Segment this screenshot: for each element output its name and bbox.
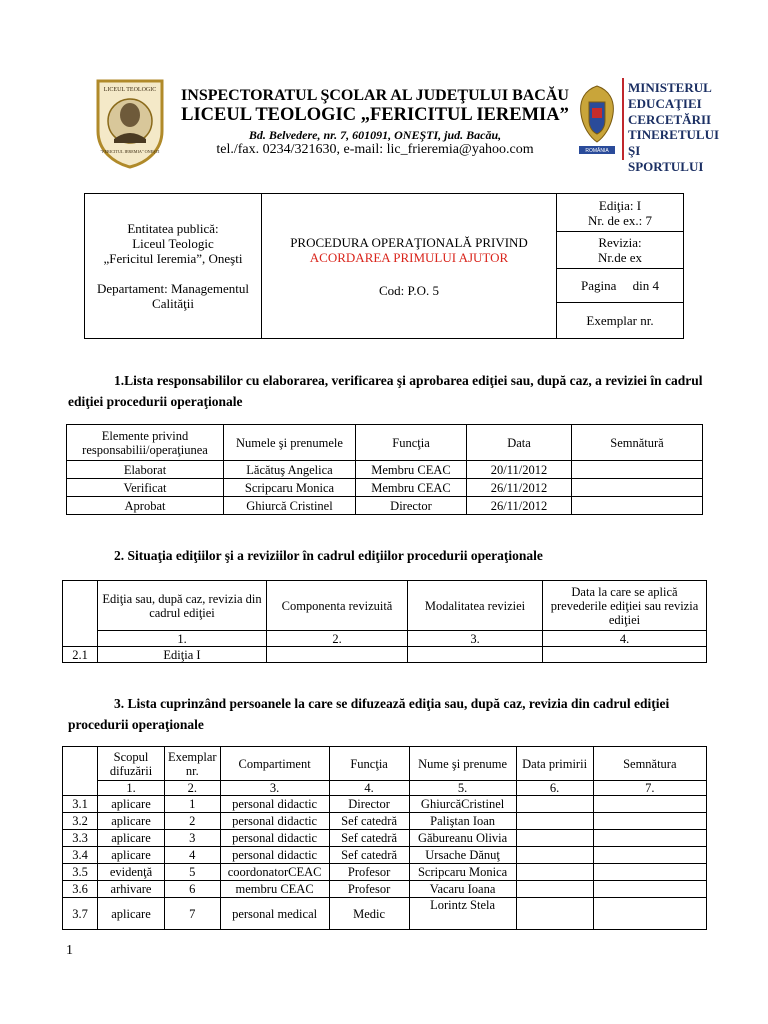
romania-crest-icon: [575, 80, 619, 160]
revision-copies: Nr.de ex: [597, 250, 643, 265]
table-cell: Director: [356, 497, 467, 515]
table-row: [63, 813, 707, 830]
table-cell: coordonatorCEAC: [220, 864, 329, 881]
table-cell: [516, 864, 593, 881]
table-cell: 1: [165, 796, 221, 813]
copies-label: Nr. de ex.: 7: [588, 212, 652, 228]
table-cell: Profesor: [329, 881, 409, 898]
section-2-title: 2. Situaţia ediţiilor şi a reviziilor în cadrul ediţiilor procedurii operaţionale: [114, 548, 543, 563]
table-cell: [593, 847, 706, 864]
table-cell: [572, 479, 703, 497]
table-cell: Lorintz Stela: [409, 898, 516, 930]
table-cell: Aprobat: [67, 497, 224, 515]
table-row: [63, 647, 707, 663]
logo-bottom-text: "FERICITUL IEREMIA" ONEŞTI: [100, 149, 160, 154]
procedure-code: Cod: P.O. 5: [379, 282, 439, 298]
edition-label: Ediţia: I: [598, 197, 642, 213]
procedure-cell: [262, 194, 557, 339]
distribution-table: [62, 746, 707, 930]
table-cell: [593, 796, 706, 813]
table-cell: [593, 830, 706, 847]
table-cell: [593, 881, 706, 898]
procedure-subject: ACORDAREA PRIMULUI AJUTOR: [309, 249, 509, 265]
table-header: Data: [467, 425, 572, 461]
table-cell: 3.7: [63, 898, 98, 930]
table-cell: [593, 864, 706, 881]
table-cell: Director: [329, 796, 409, 813]
table-header: [63, 747, 98, 796]
ministry-line: MINISTERUL: [628, 80, 712, 95]
exemplar-cell: Exemplar nr.: [557, 303, 684, 339]
column-number: 1.: [98, 631, 267, 647]
table-cell: GhiurcăCristinel: [409, 796, 516, 813]
table-row: [67, 461, 703, 479]
table-cell: aplicare: [98, 898, 165, 930]
table-cell: evidenţă: [98, 864, 165, 881]
table-cell: Ursache Dănuţ: [409, 847, 516, 864]
table-row: [63, 881, 707, 898]
table-cell: Lăcătuş Angelica: [224, 461, 356, 479]
edition-cell: [557, 194, 684, 232]
table-cell: 26/11/2012: [467, 479, 572, 497]
table-cell: Membru CEAC: [356, 461, 467, 479]
column-number: 1.: [98, 781, 165, 796]
table-header: Nume şi prenume: [409, 747, 516, 781]
entity-label: Entitatea publică:: [127, 221, 219, 236]
ministry-divider: [622, 78, 624, 160]
table-cell: 3.6: [63, 881, 98, 898]
table-cell: Sef catedră: [329, 847, 409, 864]
table-header: Semnătura: [593, 747, 706, 781]
column-number: 4.: [543, 631, 707, 647]
table-header: Semnătură: [572, 425, 703, 461]
table-cell: arhivare: [98, 881, 165, 898]
table-header: Scopul difuzării: [98, 747, 165, 781]
table-cell: Scripcaru Monica: [409, 864, 516, 881]
table-cell: Găbureanu Olivia: [409, 830, 516, 847]
procedure-info-table: [84, 193, 684, 339]
table-row: [67, 479, 703, 497]
table-cell: Membru CEAC: [356, 479, 467, 497]
table-header: Exemplar nr.: [165, 747, 221, 781]
table-row: [67, 497, 703, 515]
table-cell: personal didactic: [220, 813, 329, 830]
table-cell: aplicare: [98, 830, 165, 847]
table-cell: Profesor: [329, 864, 409, 881]
table-cell: personal didactic: [220, 796, 329, 813]
table-cell: personal medical: [220, 898, 329, 930]
department-name: Calităţii: [152, 296, 194, 311]
table-cell: Elaborat: [67, 461, 224, 479]
table-cell: [593, 813, 706, 830]
table-cell: 7: [165, 898, 221, 930]
table-cell: [572, 461, 703, 479]
table-cell: personal didactic: [220, 847, 329, 864]
table-cell: Ghiurcă Cristinel: [224, 497, 356, 515]
column-number: 5.: [409, 781, 516, 796]
page-cell: Pagina din 4: [557, 269, 684, 303]
table-cell: Verificat: [67, 479, 224, 497]
table-cell: Scripcaru Monica: [224, 479, 356, 497]
ministry-logo-text: [628, 80, 720, 175]
column-number: 2.: [165, 781, 221, 796]
table-cell: [516, 881, 593, 898]
table-cell: [593, 898, 706, 930]
table-cell: Sef catedră: [329, 830, 409, 847]
entity-name: Liceul Teologic: [132, 236, 214, 251]
table-cell: 3.3: [63, 830, 98, 847]
table-row: [63, 864, 707, 881]
table-cell: Vacaru Ioana: [409, 881, 516, 898]
table-cell: [408, 647, 543, 663]
table-cell: aplicare: [98, 796, 165, 813]
table-header: Numele şi prenumele: [224, 425, 356, 461]
table-cell: Ediţia I: [98, 647, 267, 663]
table-cell: 6: [165, 881, 221, 898]
column-number: 6.: [516, 781, 593, 796]
table-header: Compartiment: [220, 747, 329, 781]
table-header: Data primirii: [516, 747, 593, 781]
table-header: Data la care se aplică prevederile ediţiei sau revizia ediţiei: [543, 581, 707, 631]
table-cell: membru CEAC: [220, 881, 329, 898]
table-cell: [516, 796, 593, 813]
table-header: Elemente privind responsabilii/operaţiunea: [67, 425, 224, 461]
table-header: Modalitatea reviziei: [408, 581, 543, 631]
table-cell: 5: [165, 864, 221, 881]
table-cell: [572, 497, 703, 515]
table-row: [63, 830, 707, 847]
column-number: 7.: [593, 781, 706, 796]
school-logo: [90, 77, 170, 169]
department-label: Departament: Managementul: [97, 281, 249, 296]
logo-top-text: LICEUL TEOLOGIC: [103, 87, 157, 93]
table-cell: personal didactic: [220, 830, 329, 847]
section-1-title: 1.Lista responsabililor cu elaborarea, verificarea şi aprobarea ediţiei sau, după caz, a reviziei în cadrul ediţiei procedurii operaţionale: [68, 373, 703, 409]
table-header: Funcţia: [329, 747, 409, 781]
table-cell: 3.4: [63, 847, 98, 864]
table-cell: 3: [165, 830, 221, 847]
table-cell: 26/11/2012: [467, 497, 572, 515]
school-contact: tel./fax. 0234/321630, e-mail: lic_frieremia@yahoo.com: [216, 142, 534, 157]
table-cell: 2.1: [63, 647, 98, 663]
table-cell: [267, 647, 408, 663]
table-cell: [516, 813, 593, 830]
page-number: 1: [66, 943, 73, 958]
table-cell: 2: [165, 813, 221, 830]
table-cell: [516, 898, 593, 930]
revision-cell: [557, 232, 684, 269]
table-cell: 20/11/2012: [467, 461, 572, 479]
table-cell: 3.2: [63, 813, 98, 830]
table-row: [63, 796, 707, 813]
table-header: [63, 581, 98, 647]
table-header: Ediţia sau, după caz, revizia din cadrul ediţiei: [98, 581, 267, 631]
table-row: [63, 847, 707, 864]
table-cell: 4: [165, 847, 221, 864]
school-name: LICEUL TEOLOGIC „FERICITUL IEREMIA”: [181, 105, 569, 125]
ministry-line: TINERETULUI: [628, 127, 720, 143]
table-cell: 3.1: [63, 796, 98, 813]
ministry-line: EDUCAŢIEI: [628, 95, 702, 111]
entity-cell: [85, 194, 262, 339]
table-cell: Sef catedră: [329, 813, 409, 830]
editions-table: [62, 580, 707, 663]
column-number: 3.: [408, 631, 543, 647]
ministry-line: ŞI SPORTULUI: [628, 143, 704, 174]
table-cell: aplicare: [98, 813, 165, 830]
procedure-title: PROCEDURA OPERAŢIONALĂ PRIVIND: [290, 234, 528, 250]
ministry-line: CERCETĂRII: [628, 111, 712, 127]
column-number: 4.: [329, 781, 409, 796]
table-cell: 3.5: [63, 864, 98, 881]
revision-label: Revizia:: [598, 235, 642, 250]
table-cell: Paliştan Ioan: [409, 813, 516, 830]
column-number: 3.: [220, 781, 329, 796]
section-3-title: 3. Lista cuprinzând persoanele la care se difuzează ediţia sau, după caz, revizia din cadrul ediţiei procedurii operaţionale: [68, 696, 670, 732]
inspectorate-title: INSPECTORATUL ŞCOLAR AL JUDEŢULUI BACĂU: [181, 87, 569, 104]
table-cell: Medic: [329, 898, 409, 930]
table-cell: aplicare: [98, 847, 165, 864]
school-address: Bd. Belvedere, nr. 7, 601091, ONEŞTI, jud. Bacău,: [248, 128, 502, 142]
column-number: 2.: [267, 631, 408, 647]
table-row: [63, 898, 707, 930]
table-cell: [543, 647, 707, 663]
crest-label: ROMÂNIA: [585, 148, 609, 154]
table-cell: [516, 830, 593, 847]
table-header: Componenta revizuită: [267, 581, 408, 631]
table-header: Funcţia: [356, 425, 467, 461]
responsibles-table: [66, 424, 703, 515]
entity-name-2: „Fericitul Ieremia”, Oneşti: [103, 251, 243, 266]
table-cell: [516, 847, 593, 864]
